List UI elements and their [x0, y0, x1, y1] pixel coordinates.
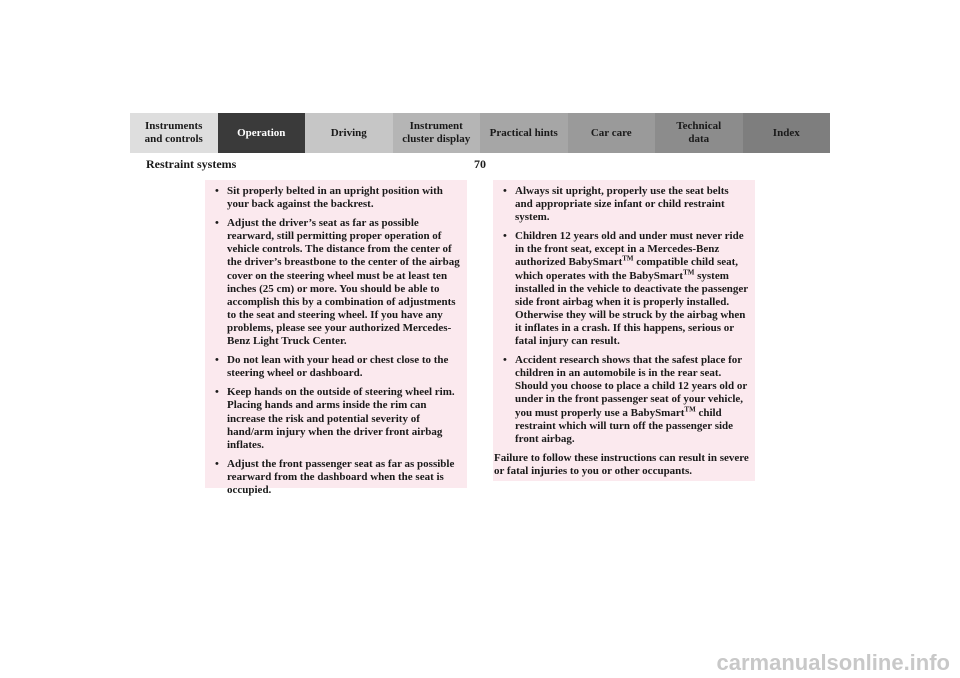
bullet-text: Children 12 years old and under must never ride in the front seat, except in a Mercedes-Benz authorized BabySmart	[515, 230, 744, 269]
bullet-text: compatible child seat, which operates with the BabySmart	[515, 256, 739, 282]
bullet-marker: •	[215, 457, 219, 470]
bullet-marker: •	[215, 217, 219, 230]
closing-warning: Failure to follow these instructions can result in severe or fatal injuries to you or other occupants.	[494, 451, 749, 477]
bullet-marker: •	[215, 354, 219, 367]
bullet-marker: •	[503, 354, 507, 367]
trademark-symbol: TM	[622, 254, 634, 263]
tab-driving[interactable]: Driving	[305, 113, 393, 153]
bullet-text: child restraint which will turn off the passenger side front airbag.	[515, 406, 734, 445]
bullet-text: Always sit upright, properly use the seat belts and appropriate size infant or child restraint system.	[515, 185, 729, 224]
tab-instruments-and-controls[interactable]: Instruments and controls	[130, 113, 218, 153]
watermark: carmanualsonline.info	[716, 650, 950, 675]
bullet-marker: •	[503, 230, 507, 243]
warning-box-left	[205, 180, 467, 496]
bullet-list	[215, 185, 461, 497]
list-item	[503, 354, 749, 446]
bullet-text: Do not lean with your head or chest close to the steering wheel or dashboard.	[227, 354, 449, 380]
tab-operation[interactable]: Operation	[218, 113, 306, 153]
section-title: Restraint systems	[146, 157, 237, 171]
tab-instrument-cluster-display[interactable]: Instrument cluster display	[393, 113, 481, 153]
list-item	[215, 458, 461, 497]
bullet-text: Sit properly belted in an upright position with your back against the backrest.	[227, 185, 443, 211]
list-item	[215, 386, 461, 451]
list-item	[215, 217, 461, 348]
bullet-marker: •	[215, 185, 219, 197]
bullet-text: Accident research shows that the safest place for children in an automobile is in the rear seat. Should you choose to place a child 12 years old or under in the front passenger seat of your vehicle, you must properly use a BabySmart	[515, 354, 748, 419]
bullet-text: Adjust the front passenger seat as far as possible rearward from the dashboard when the seat is occupied.	[227, 457, 455, 496]
section-tab-bar	[130, 113, 830, 153]
tab-practical-hints[interactable]: Practical hints	[480, 113, 568, 153]
tab-car-care[interactable]: Car care	[568, 113, 656, 153]
trademark-symbol: TM	[683, 267, 695, 276]
tab-technical-data[interactable]: Technical data	[655, 113, 743, 153]
bullet-text: Adjust the driver’s seat as far as possible rearward, still permitting proper operation of vehicle controls. The distance from the center of the driver’s breastbone to the center of the airbag cover on the steering wheel must be at least ten inches (25 cm) or more. You should be able to accomplish this by a combination of adjustments to the seat and steering wheel. If you have any problems, please see your authorized Mercedes-Benz Light Truck Center.	[227, 217, 460, 348]
list-item	[503, 185, 749, 224]
bullet-marker: •	[503, 185, 507, 197]
bullet-text: Keep hands on the outside of steering wheel rim. Placing hands and arms inside the rim can increase the risk and potential severity of hand/arm injury when the driver front airbag inflates.	[227, 386, 455, 451]
list-item	[215, 185, 461, 211]
list-item	[503, 230, 749, 348]
bullet-marker: •	[215, 386, 219, 399]
bullet-text: system installed in the vehicle to deactivate the passenger side front airbag when it is properly installed. Otherwise they will be struck by the airbag when it inflates in a crash. If this happens, serious or fatal injury can result.	[515, 269, 748, 348]
list-item	[215, 354, 461, 380]
tab-index[interactable]: Index	[743, 113, 831, 153]
trademark-symbol: TM	[684, 404, 696, 413]
page-number: 70	[474, 157, 486, 171]
bullet-list	[503, 185, 749, 446]
warning-box-right	[493, 180, 755, 481]
